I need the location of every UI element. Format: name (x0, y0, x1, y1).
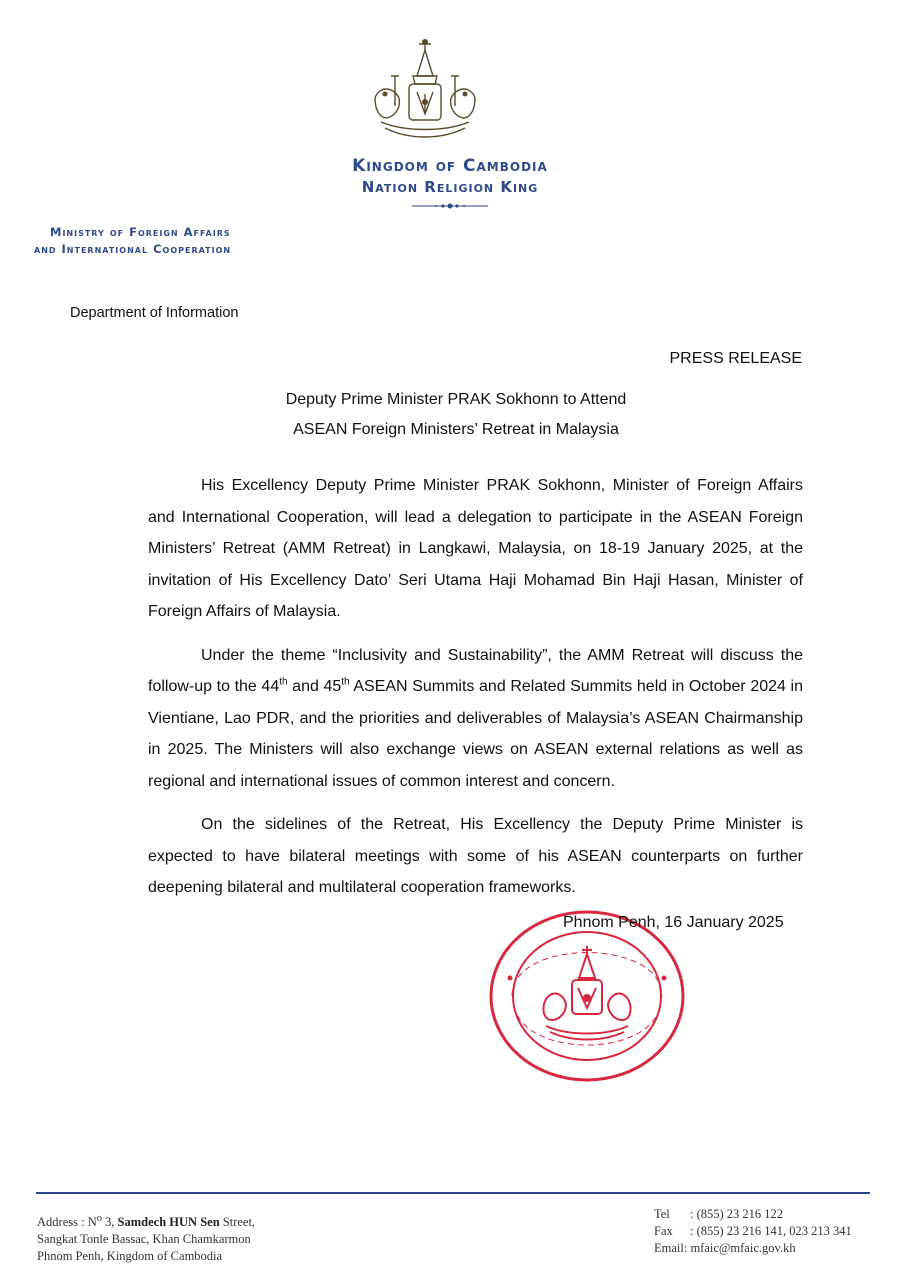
press-release-title (0, 385, 900, 445)
ministry-line-1: Ministry of Foreign Affairs (50, 225, 231, 239)
royal-coat-of-arms-icon (365, 36, 485, 148)
address-line-2: Sangkat Tonle Bassac, Khan Chamkarmon (37, 1232, 251, 1247)
contact-email: Email : mfaic@mfaic.gov.kh (654, 1241, 796, 1255)
dateline: Phnom Penh, 16 January 2025 (563, 914, 784, 931)
ornament-divider-icon (410, 200, 490, 212)
paragraph-1: His Excellency Deputy Prime Minister PRAK Sokhonn, Minister of Foreign Affairs and International Cooperation, will lead a delegation to participate in the ASEAN Foreign Ministers’ Retreat (AMM Retreat) in Langkawi, Malaysia, on 18-19 January 2025, at the invitation of His Excellency Dato’ Seri Utama Haji Mohamad Bin Haji Hasan, Minister of Foreign Affairs of Malaysia. (148, 477, 803, 620)
address-line-3: Phnom Penh, Kingdom of Cambodia (37, 1249, 223, 1264)
official-seal-icon (488, 908, 686, 1084)
paragraph-2: Under the theme “Inclusivity and Sustainability”, the AMM Retreat will discuss the follow-up to the 44th and 45th ASEAN Summits and Related Summits held in October 2024 in Vientiane, Lao PDR, and the priorities and deliverables of Malaysia’s ASEAN Chairmanship in 2025. The Ministers will also exchange views on ASEAN external relations as well as regional and international issues of common interest and concern. (148, 646, 803, 790)
kingdom-name: Kingdom of Cambodia (352, 156, 548, 176)
department-name: Department of Information (70, 305, 239, 321)
ministry-line-2: and International Cooperation (34, 242, 232, 256)
document-type: PRESS RELEASE (669, 350, 802, 367)
ministry-heading (34, 224, 231, 258)
kingdom-heading (0, 156, 900, 196)
paragraph-3: On the sidelines of the Retreat, His Excellency the Deputy Prime Minister is expected to have bilateral meetings with some of his ASEAN counterparts on further deepening bilateral and multilateral cooperation frameworks. (148, 816, 803, 896)
national-motto: Nation Religion King (361, 178, 539, 196)
contact-fax: Fax : (855) 23 216 141, 023 213 341 (654, 1224, 852, 1238)
title-line-2: ASEAN Foreign Ministers’ Retreat in Malaysia (293, 421, 619, 438)
press-release-body (148, 470, 803, 916)
footer-divider (36, 1192, 870, 1194)
title-line-1: Deputy Prime Minister PRAK Sokhonn to Attend (285, 391, 627, 408)
footer-contacts (654, 1206, 852, 1257)
footer-address (37, 1210, 255, 1265)
contact-tel: Tel : (855) 23 216 122 (654, 1207, 784, 1221)
address-line-1: Address : $N^o$ 3, Samdech HUN Sen Street, (37, 1213, 256, 1230)
